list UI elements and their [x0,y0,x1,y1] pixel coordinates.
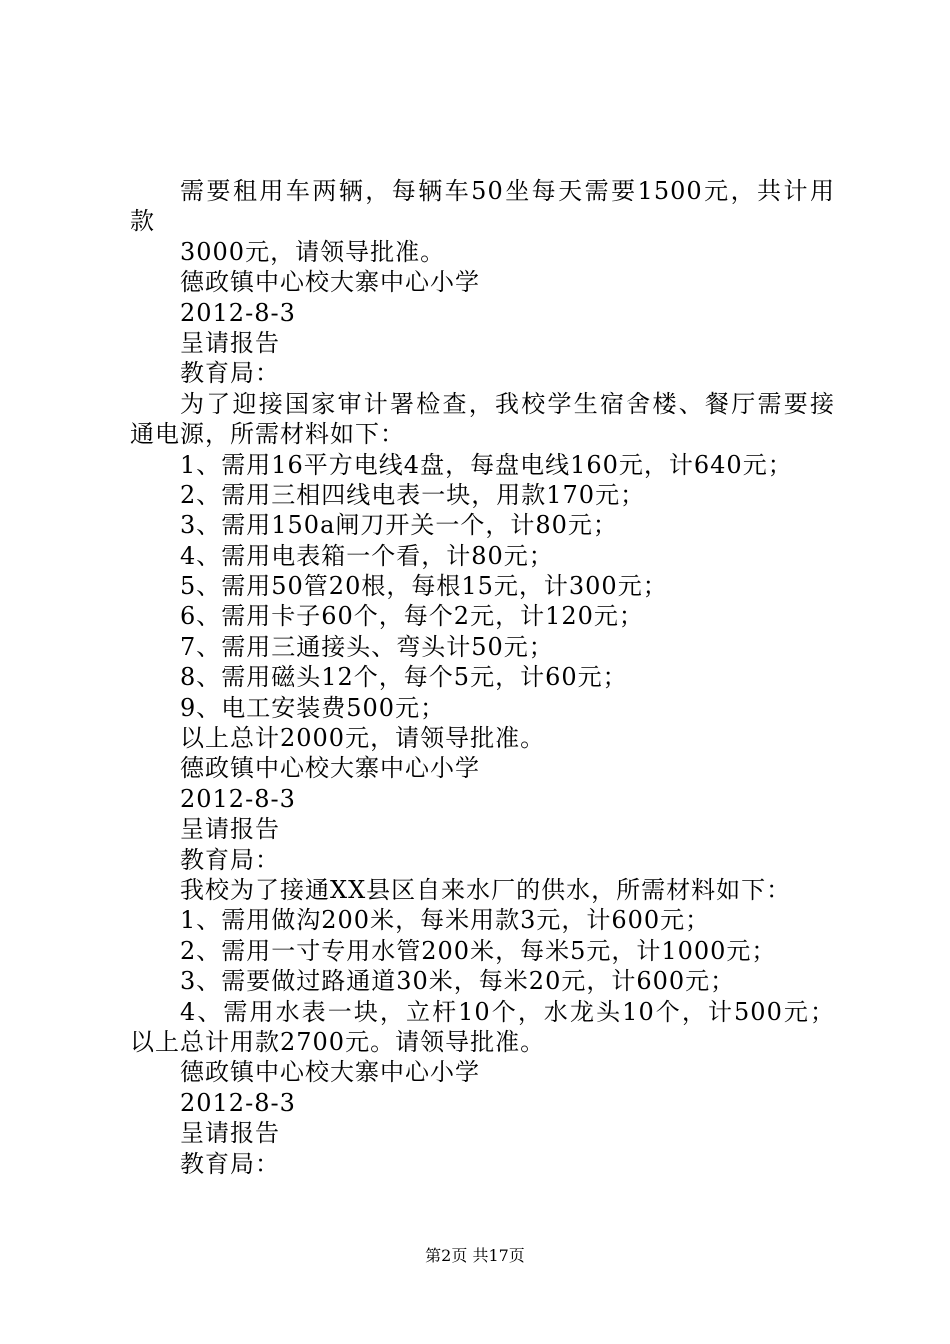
text-line: 2012-8-3 [180,298,296,327]
text-line: 德政镇中心校大寨中心小学 [180,268,480,297]
text-line: 9、电工安装费500元； [180,693,446,722]
text-line: 呈请报告 [180,328,280,357]
text-line: 款 [130,207,155,236]
text-line: 3000元，请领导批准。 [180,237,446,266]
text-line: 4、需用电表箱一个看，计80元； [180,541,554,570]
text-line: 我校为了接通XX县区自来水厂的供水，所需材料如下： [180,875,792,904]
text-line: 教育局： [180,845,280,874]
text-line: 1、需用16平方电线4盘，每盘电线160元，计640元； [180,450,793,479]
text-line: 4、需用水表一块，立杆10个，水龙头10个，计500元； [180,997,835,1026]
text-line: 1、需用做沟200米，每米用款3元，计600元； [180,906,711,935]
text-line: 8、需用磁头12个，每个5元，计60元； [180,663,628,692]
text-line: 2012-8-3 [180,784,296,813]
text-line: 呈请报告 [180,815,280,844]
text-line: 6、需用卡子60个，每个2元，计120元； [180,602,644,631]
text-line: 为了迎接国家审计署检查，我校学生宿舍楼、餐厅需要接 [180,389,835,418]
document-body [130,176,835,1179]
page-footer: 第2页 共17页 [425,1246,525,1265]
text-line: 需要租用车两辆，每辆车50坐每天需要1500元，共计用 [180,177,835,205]
text-line: 德政镇中心校大寨中心小学 [180,754,480,783]
text-line: 以上总计2000元，请领导批准。 [180,724,546,753]
text-line: 5、需用50管20根，每根15元，计300元； [180,572,668,601]
text-line: 教育局： [180,1149,280,1178]
text-line: 以上总计用款2700元。请领导批准。 [130,1027,546,1056]
text-line: 通电源，所需材料如下： [130,420,405,449]
text-line: 7、需用三通接头、弯头计50元； [180,632,554,661]
text-line: 教育局： [180,359,280,388]
text-line: 2、需用一寸专用水管200米，每米5元，计1000元； [180,936,777,965]
text-line: 德政镇中心校大寨中心小学 [180,1058,480,1087]
text-line: 2、需用三相四线电表一块，用款170元； [180,480,646,509]
text-line: 呈请报告 [180,1119,280,1148]
text-line: 2012-8-3 [180,1088,296,1117]
text-line: 3、需要做过路通道30米，每米20元，计600元； [180,967,736,996]
text-line: 3、需用150a闸刀开关一个，计80元； [180,511,618,540]
